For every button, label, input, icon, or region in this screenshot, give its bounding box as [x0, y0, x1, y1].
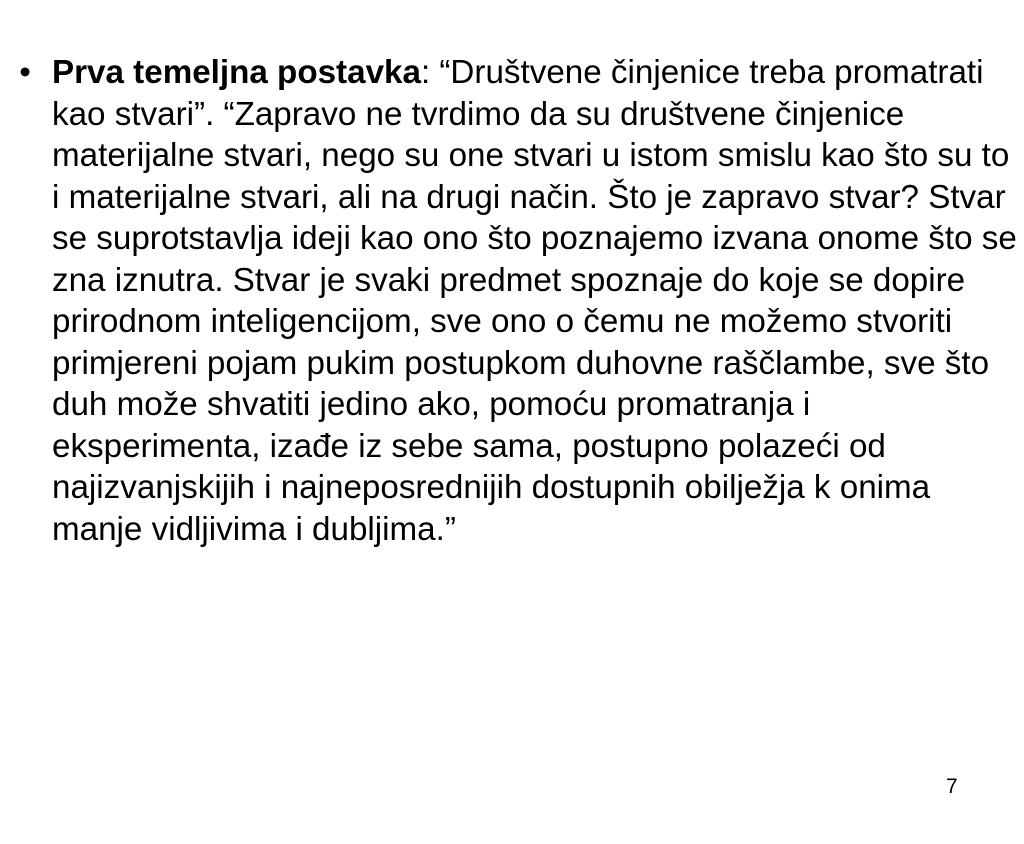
bullet-list — [10, 52, 1020, 550]
bullet-lead-bold: Prva temeljna postavka — [52, 54, 421, 91]
bullet-item — [10, 52, 1020, 550]
bullet-body-text: : “Društvene činjenice treba promatrati kao stvari”. “Zapravo ne tvrdimo da su društvene činjenice materijalne stvari, nego su one stvari u istom smislu kao što su to i materijalne stvari, ali na drugi način. Što je zapravo stvar? Stvar se suprotstavlja ideji kao ono što poznajemo izvana onome što se zna iznutra. Stvar je svaki predmet spoznaje do koje se dopire prirodnom inteligencijom, sve ono o čemu ne možemo stvoriti primjereni pojam pukim postupkom duhovne raščlambe, sve što duh može shvatiti jedino ako, pomoću promatranja i eksperimenta, izađe iz sebe sama, postupno polazeći od najizvanjskijih i najneposrednijih dostupnih obilježja k onima manje vidljivima i dubljima.” — [52, 54, 1017, 548]
bullet-marker: • — [19, 54, 31, 91]
slide-number: 7 — [946, 775, 958, 798]
